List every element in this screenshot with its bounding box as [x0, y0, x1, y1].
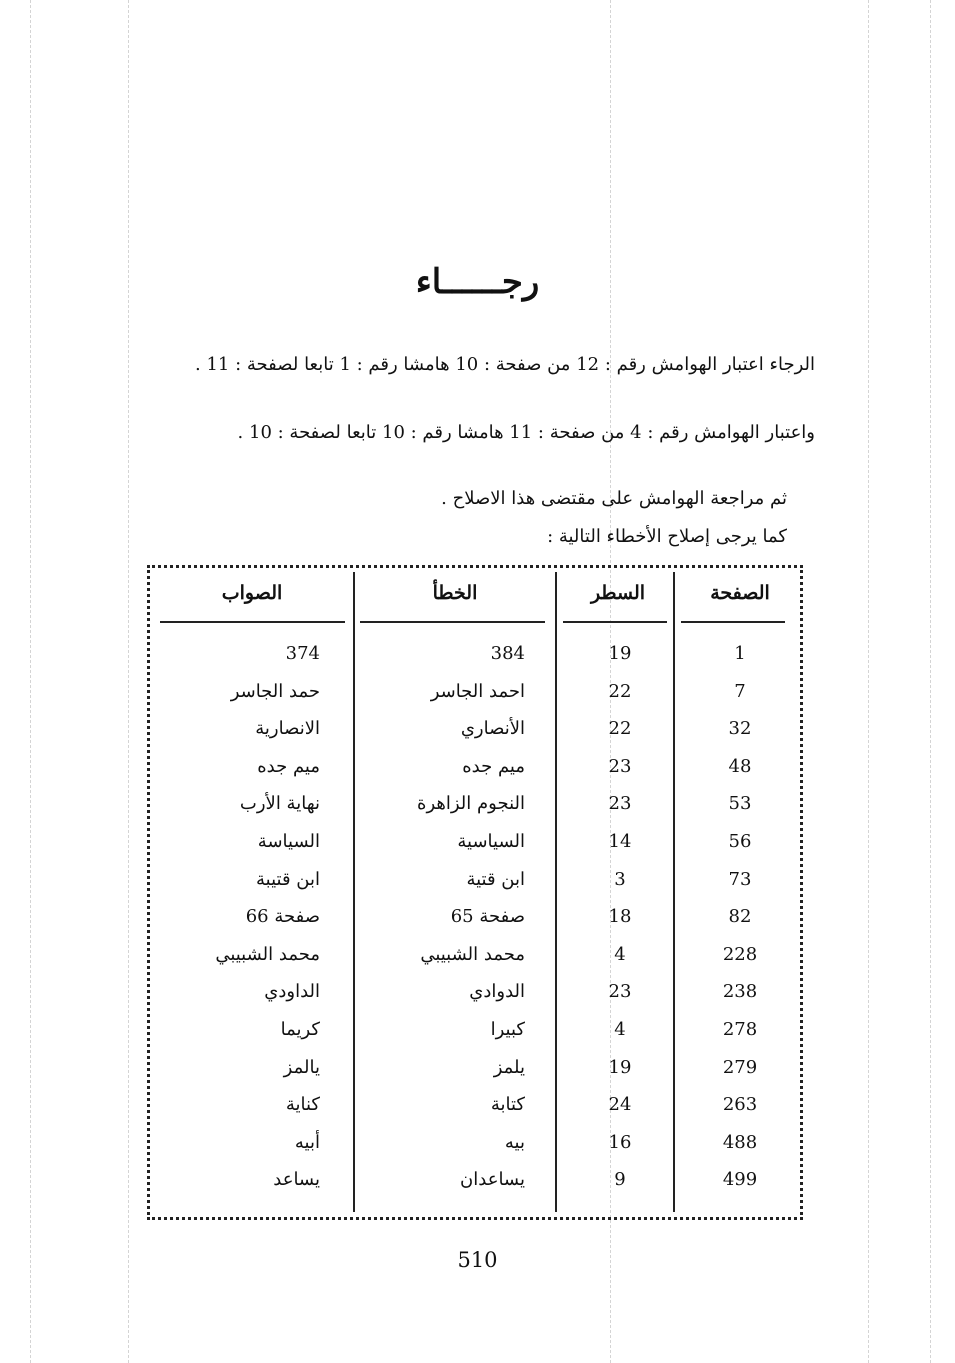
cell-page: 499: [722, 1169, 758, 1191]
cell-correct: يالمز: [283, 1056, 320, 1078]
column-divider: [555, 572, 557, 1212]
cell-line: 22: [608, 680, 632, 702]
scan-artifact-line: [868, 0, 869, 1363]
header-error: الخطأ: [432, 582, 478, 604]
cell-error: الأنصاري: [460, 718, 525, 740]
cell-page: 278: [722, 1019, 758, 1040]
cell-correct: السياسة: [257, 831, 320, 852]
cell-error: الدوادي: [469, 981, 525, 1003]
cell-line: 4: [614, 1019, 626, 1040]
page-title: رجــــــاء: [415, 262, 540, 302]
cell-error: كتابة: [490, 1094, 525, 1116]
cell-line: 4: [614, 943, 626, 965]
cell-page: 488: [722, 1131, 758, 1153]
scan-artifact-line: [128, 0, 129, 1363]
cell-line: 3: [614, 868, 626, 890]
cell-error: يلمز: [493, 1056, 525, 1078]
cell-correct: أبيه: [294, 1131, 320, 1153]
cell-line: 14: [608, 831, 632, 852]
cell-correct: نهاية الأرب: [239, 793, 320, 815]
cell-line: 19: [608, 1056, 632, 1078]
header-underline: [360, 621, 545, 623]
cell-error: النجوم الزاهرة: [417, 793, 525, 815]
cell-correct: يساعد: [273, 1169, 320, 1191]
cell-line: 9: [614, 1169, 626, 1191]
cell-correct: كريما: [280, 1019, 320, 1040]
cell-page: 1: [734, 643, 746, 664]
cell-page: 56: [728, 831, 752, 852]
page-number: 510: [457, 1248, 498, 1272]
header-page: الصفحة: [710, 582, 770, 604]
cell-page: 73: [728, 868, 752, 890]
cell-page: 279: [722, 1056, 758, 1078]
cell-error: يساعدان: [460, 1169, 525, 1191]
cell-line: 16: [608, 1131, 632, 1153]
scan-artifact-line: [30, 0, 31, 1363]
column-divider: [353, 572, 355, 1212]
cell-correct: محمد الشبيبي: [215, 943, 320, 965]
cell-error: السياسية: [457, 831, 525, 852]
cell-correct: ميم جده: [257, 755, 320, 777]
cell-correct: ابن قتيبة: [256, 868, 320, 890]
cell-page: 53: [728, 793, 752, 815]
cell-correct: 374: [285, 643, 320, 664]
paragraph-footnote-note-1: الرجاء اعتبار الهوامش رقم : 12 من صفحة : 10 هامشا رقم : 1 تابعا لصفحة : 11 .: [195, 354, 815, 375]
scan-artifact-line: [930, 0, 931, 1363]
cell-error: صفحة 65: [450, 906, 525, 928]
cell-page: 48: [728, 755, 752, 777]
cell-error: بيه: [504, 1131, 525, 1153]
paragraph-review-note: ثم مراجعة الهوامش على مقتضى هذا الاصلاح .: [441, 488, 787, 509]
header-line: السطر: [590, 582, 646, 604]
header-correct: الصواب: [221, 582, 283, 604]
cell-error: ميم جده: [462, 755, 525, 777]
cell-page: 82: [728, 906, 752, 928]
header-underline: [563, 621, 667, 623]
cell-line: 18: [608, 906, 632, 928]
cell-correct: صفحة 66: [245, 906, 320, 928]
column-divider: [673, 572, 675, 1212]
cell-correct: الانصارية: [255, 718, 320, 740]
header-underline: [160, 621, 345, 623]
cell-correct: الداودي: [264, 981, 320, 1003]
cell-page: 32: [728, 718, 752, 740]
cell-error: محمد الشبيبي: [420, 943, 525, 965]
cell-page: 263: [722, 1094, 758, 1116]
header-underline: [681, 621, 785, 623]
cell-correct: كناية: [285, 1094, 320, 1116]
cell-line: 22: [608, 718, 632, 740]
cell-line: 23: [608, 755, 632, 777]
cell-error: ابن قتية: [466, 868, 525, 890]
cell-error: 384: [490, 643, 525, 664]
cell-page: 238: [722, 981, 758, 1003]
cell-error: كبيرا: [490, 1019, 525, 1040]
cell-correct: حمد الجاسر: [230, 680, 320, 702]
cell-line: 23: [608, 981, 632, 1003]
paragraph-errata-intro: كما يرجى إصلاح الأخطاء التالية :: [547, 526, 787, 547]
cell-page: 228: [722, 943, 758, 965]
paragraph-footnote-note-2: واعتبار الهوامش رقم : 4 من صفحة : 11 هامشا رقم : 10 تابعا لصفحة : 10 .: [237, 422, 815, 443]
cell-page: 7: [734, 680, 746, 702]
cell-error: احمد الجاسر: [430, 680, 525, 702]
cell-line: 19: [608, 643, 632, 664]
cell-line: 24: [608, 1094, 632, 1116]
cell-line: 23: [608, 793, 632, 815]
